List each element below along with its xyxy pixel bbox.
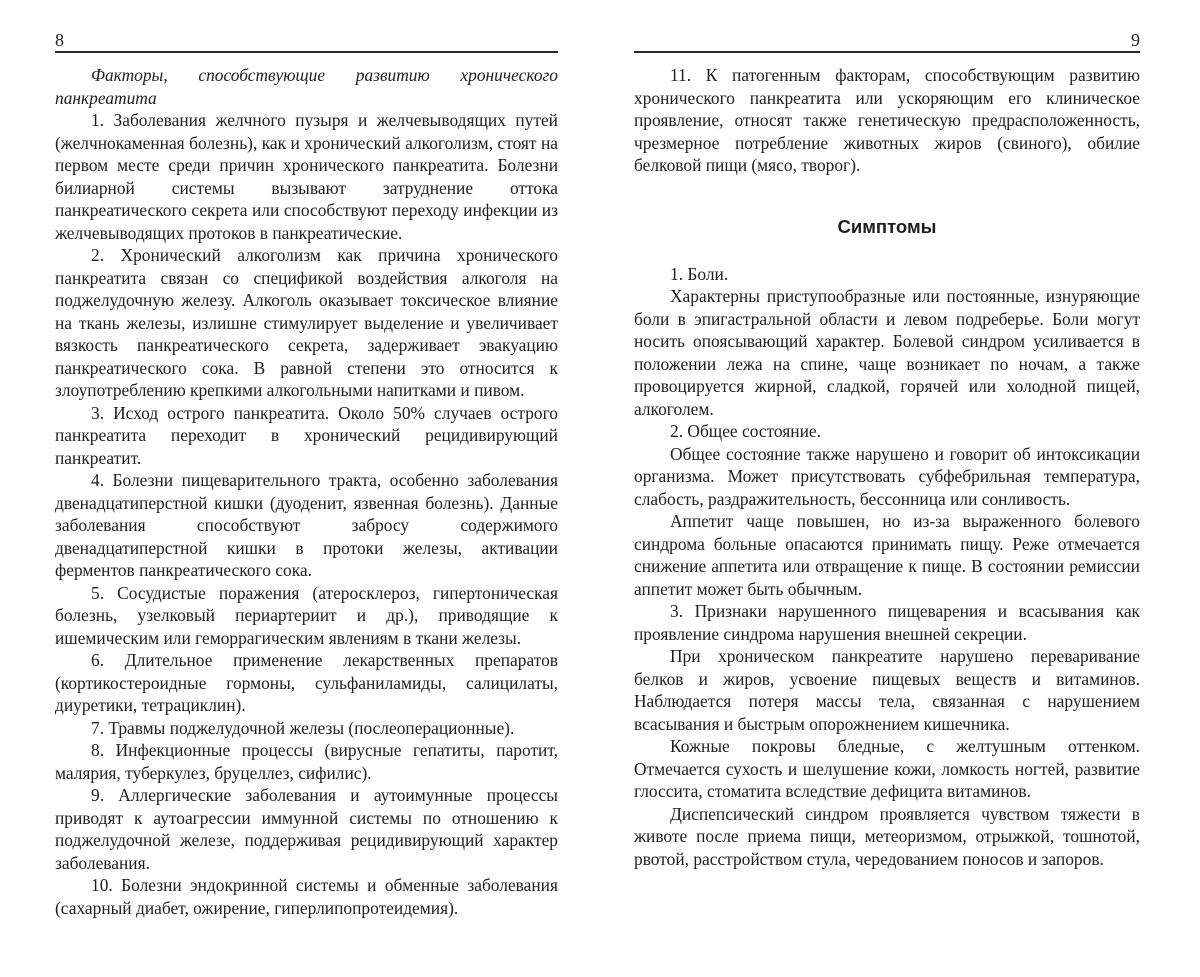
paragraph: 1. Заболевания желчного пузыря и желчевыводящих путей (желчнокаменная болезнь), как и хронический алкоголизм, стоят на первом месте среди причин хронического панкреатита. Болезни билиарной системы вызывают затруднение оттока панкреатического секрета или способствуют переходу инфекции из желчевыводящих протоков в панкреатические. — [55, 110, 558, 243]
paragraph: 2. Хронический алкоголизм как причина хронического панкреатита связан со спецификой воздействия алкоголя на поджелудочную железу. Алкоголь оказывает токсическое влияние на ткань железы, излишне стимулирует выделение и увеличивает вязкость панкреатического секрета, задерживает эвакуацию панкреатического сока. В равной степени это относится к злоупотреблению крепкими алкогольными напитками и пивом. — [55, 245, 558, 400]
paragraph: 3. Признаки нарушенного пищеварения и всасывания как проявление синдрома нарушения внешней секреции. — [634, 601, 1140, 644]
paragraph: 3. Исход острого панкреатита. Около 50% случаев острого панкреатита переходит в хронический рецидивирующий панкреатит. — [55, 402, 558, 468]
left-page — [55, 0, 558, 977]
section-title-symptoms: Симптомы — [837, 215, 937, 237]
right-page-body — [634, 64, 1140, 870]
paragraph: При хроническом панкреатите нарушено переваривание белков и жиров, усвоение пищевых веществ и витаминов. Наблюдается потеря массы тела, связанная с нарушением всасывания и быстрым опорожнением кишечника. — [634, 646, 1140, 734]
paragraph: Характерны приступообразные или постоянные, изнуряющие боли в эпигастральной области и левом подреберье. Боли могут носить опоясывающий характер. Болевой синдром усиливается в положении лежа на спине, чаще возникает по ночам, а также провоцируется жирной, сладкой, горячей или холодной пищей, алкоголем. — [634, 286, 1140, 419]
paragraph: 5. Сосудистые поражения (атеросклероз, гипертоническая болезнь, узелковый периартериит и др.), приводящие к ишемическим или геморрагическим явлениям в ткани железы. — [55, 582, 558, 648]
paragraph: 6. Длительное применение лекарственных препаратов (кортикостероидные гормоны, сульфаниламиды, салицилаты, диуретики, тетрациклин). — [55, 650, 558, 715]
paragraph: 7. Травмы поджелудочной железы (послеоперационные). — [91, 717, 515, 738]
paragraph: 2. Общее состояние. — [670, 421, 821, 441]
paragraph: Общее состояние также нарушено и говорит об интоксикации организма. Может присутствовать субфебрильная температура, слабость, раздражительность, бессонница или сонливость. — [634, 443, 1140, 509]
paragraph: 11. К патогенным факторам, способствующим развитию хронического панкреатита или ускоряющим его клиническое проявление, относят также генетическую предрасположенность, чрезмерное потребление животных жиров (свиного), обилие белковой пищи (мясо, творог). — [634, 65, 1140, 175]
right-page — [634, 0, 1140, 977]
paragraph: 4. Болезни пищеварительного тракта, особенно заболевания двенадцатиперстной кишки (дуоденит, язвенная болезнь). Данные заболевания способствуют забросу содержимого двенадцатиперстной кишки в протоки железы, активации ферментов панкреатического сока. — [55, 470, 558, 580]
paragraph: 10. Болезни эндокринной системы и обменные заболевания (сахарный диабет, ожирение, гиперлипопротеидемия). — [55, 875, 558, 918]
page-number-right: 9 — [1131, 30, 1140, 50]
paragraph: Аппетит чаще повышен, но из-за выраженного болевого синдрома больные опасаются принимать пищу. Реже отмечается снижение аппетита или отвращение к пище. В состоянии ремиссии аппетит может быть обычным. — [634, 511, 1140, 599]
paragraph: 8. Инфекционные процессы (вирусные гепатиты, паротит, малярия, туберкулез, бруцеллез, сифилис). — [55, 740, 558, 783]
header-rule-right — [634, 51, 1140, 53]
paragraph: Диспепсический синдром проявляется чувством тяжести в животе после приема пищи, метеоризмом, отрыжкой, тошнотой, рвотой, расстройством стула, чередованием поносов и запоров. — [634, 803, 1140, 869]
header-rule-left — [55, 51, 558, 53]
paragraph: 9. Аллергические заболевания и аутоимунные процессы приводят к аутоагрессии иммунной системы по отношению к поджелудочной железе, поддерживая рецидивирующий характер заболевания. — [55, 785, 558, 873]
page-number-left: 8 — [55, 30, 64, 50]
left-page-body — [55, 64, 558, 919]
paragraph: Кожные покровы бледные, с желтушным оттенком. Отмечается сухость и шелушение кожи, ломкость ногтей, развитие глоссита, стоматита вследствие дефицита витаминов. — [634, 736, 1140, 801]
paragraph: 1. Боли. — [670, 263, 729, 284]
factors-heading: Факторы, способствующие развитию хронического панкреатита — [55, 65, 558, 108]
